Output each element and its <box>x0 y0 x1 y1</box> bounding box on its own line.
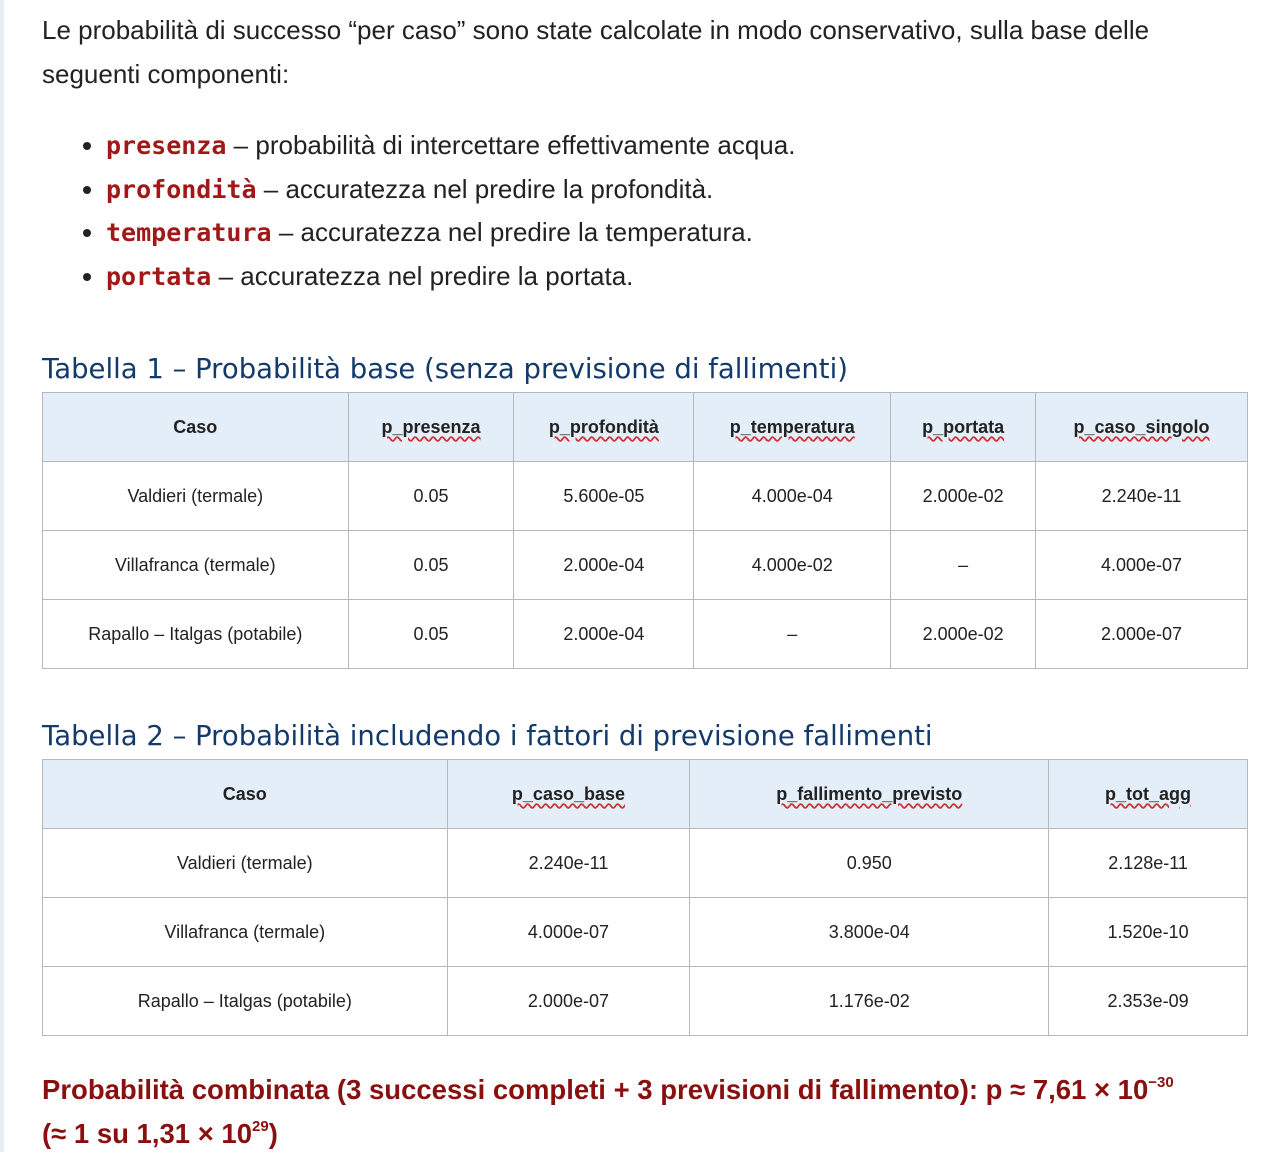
table-cell: 0.05 <box>348 531 514 600</box>
separator: – <box>218 260 234 291</box>
table-cell: 2.240e-11 <box>447 829 690 898</box>
table-cell: 2.000e-07 <box>447 967 690 1036</box>
combined-ratio-text: (≈ 1 su 1,31 × 10 <box>42 1118 253 1149</box>
table1-title: Tabella 1 – Probabilità base (senza previsione di fallimenti) <box>42 353 848 385</box>
table-cell: 1.176e-02 <box>690 967 1049 1036</box>
column-header: p_portata <box>891 393 1036 462</box>
list-item <box>106 211 1248 255</box>
table-cell: Villafranca (termale) <box>43 531 349 600</box>
table-cell: 0.05 <box>348 600 514 669</box>
column-header: p_fallimento_previsto <box>690 760 1049 829</box>
table-cell: Villafranca (termale) <box>43 898 448 967</box>
combined-text: Probabilità combinata (3 successi completi + 3 previsioni di fallimento): p ≈ 7,61 × 10 <box>42 1074 1149 1105</box>
table-cell: 0.05 <box>348 462 514 531</box>
column-header: p_temperatura <box>694 393 891 462</box>
table-row <box>43 898 1248 967</box>
component-code: portata <box>106 261 212 291</box>
component-code: presenza <box>106 131 227 160</box>
table-row <box>43 967 1248 1036</box>
table-row <box>43 531 1248 600</box>
table-cell: Rapallo – Italgas (potabile) <box>43 967 448 1036</box>
table-header-row <box>43 393 1248 462</box>
table2 <box>42 759 1248 1036</box>
component-code: temperatura <box>106 218 272 247</box>
separator: – <box>263 173 279 204</box>
component-description: accuratezza nel predire la temperatura. <box>300 217 753 247</box>
table-cell: – <box>694 600 891 669</box>
table-cell: 4.000e-04 <box>694 462 891 531</box>
separator: – <box>278 217 294 247</box>
column-header: Caso <box>43 393 349 462</box>
table-cell: 4.000e-07 <box>447 898 690 967</box>
table-cell: 3.800e-04 <box>690 898 1049 967</box>
column-header: p_tot_agg <box>1049 760 1248 829</box>
column-header: p_caso_base <box>447 760 690 829</box>
table-cell: Rapallo – Italgas (potabile) <box>43 600 349 669</box>
separator: – <box>233 130 249 160</box>
component-description: accuratezza nel predire la profondità. <box>285 173 714 204</box>
table-header-row <box>43 760 1248 829</box>
components-list <box>42 124 1248 298</box>
table-cell: 2.240e-11 <box>1036 462 1248 531</box>
intro-paragraph: Le probabilità di successo “per caso” sono state calcolate in modo conservativo, sulla base delle seguenti componenti: <box>42 15 1150 89</box>
table-row <box>43 600 1248 669</box>
table-cell: 5.600e-05 <box>514 462 694 531</box>
list-item <box>106 124 1248 168</box>
component-description: accuratezza nel predire la portata. <box>240 260 634 291</box>
table-cell: 2.000e-02 <box>891 600 1036 669</box>
table2-title: Tabella 2 – Probabilità includendo i fattori di previsione fallimenti <box>42 720 933 752</box>
table-cell: 0.950 <box>690 829 1049 898</box>
table-cell: 2.000e-07 <box>1036 600 1248 669</box>
table-cell: 4.000e-02 <box>694 531 891 600</box>
combined-probability <box>42 1068 1248 1156</box>
combined-close-paren: ) <box>268 1118 278 1149</box>
combined-ratio-exponent: 29 <box>252 1118 269 1135</box>
combined-exponent: −30 <box>1148 1074 1174 1091</box>
column-header: p_profondità <box>514 393 694 462</box>
component-description: probabilità di intercettare effettivamente acqua. <box>255 130 796 160</box>
column-header: p_presenza <box>348 393 514 462</box>
left-border <box>0 0 4 1152</box>
table-cell: Valdieri (termale) <box>43 829 448 898</box>
table-cell: 2.128e-11 <box>1049 829 1248 898</box>
list-item <box>106 255 1248 299</box>
table-cell: Valdieri (termale) <box>43 462 349 531</box>
table-cell: 4.000e-07 <box>1036 531 1248 600</box>
table-cell: 1.520e-10 <box>1049 898 1248 967</box>
component-code: profondità <box>106 174 257 204</box>
table-cell: 2.353e-09 <box>1049 967 1248 1036</box>
column-header: Caso <box>43 760 448 829</box>
table-row <box>43 829 1248 898</box>
list-item <box>106 168 1248 212</box>
document-body <box>42 0 1248 1156</box>
table-cell: – <box>891 531 1036 600</box>
column-header: p_caso_singolo <box>1036 393 1248 462</box>
table-cell: 2.000e-04 <box>514 531 694 600</box>
table-row <box>43 462 1248 531</box>
table-cell: 2.000e-02 <box>891 462 1036 531</box>
table-cell: 2.000e-04 <box>514 600 694 669</box>
table1 <box>42 392 1248 669</box>
